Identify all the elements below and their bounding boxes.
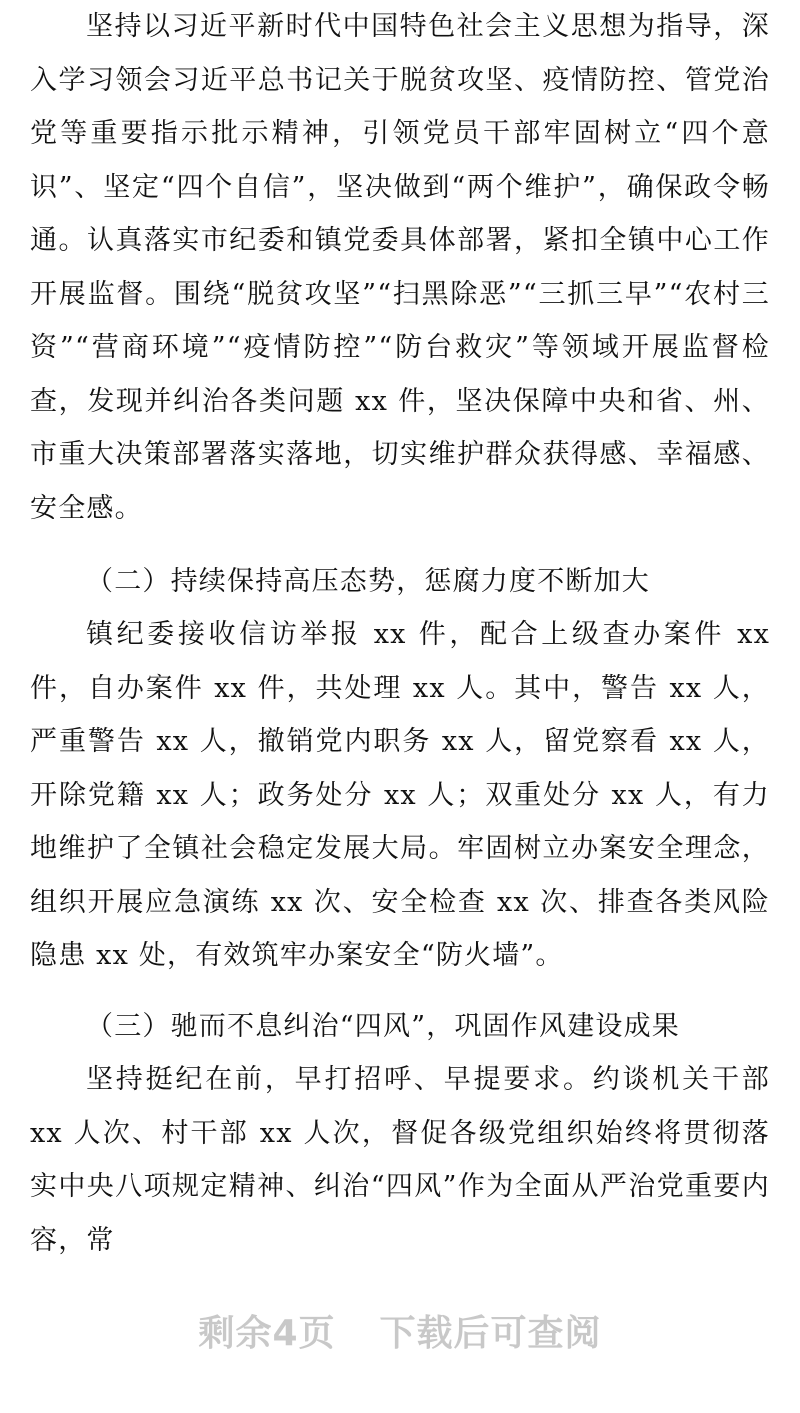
download-hint-text: 下载后可查阅 bbox=[379, 1313, 602, 1354]
section-heading-2: （二）持续保持高压态势，惩腐力度不断加大 bbox=[86, 566, 650, 597]
paragraph-2: 镇纪委接收信访举报 xx 件，配合上级查办案件 xx 件，自办案件 xx 件，共处理 xx 人。其中，警告 xx 人，严重警告 xx 人，撤销党内职务 xx 人，留党察看 xx 人，开除党籍 xx 人；政务处分 xx 人；双重处分 xx 人，有力地维护了全镇社会稳定发展大局。牢固树立办案安全理念，组织开展应急演练 xx 次、安全检查 xx 次、排查各类风险隐患 xx 处，有效筑牢办案安全“防火墙”。 bbox=[30, 619, 770, 971]
download-notice[interactable] bbox=[0, 1305, 800, 1356]
remaining-pages-text: 剩余4页 bbox=[198, 1313, 336, 1354]
paragraph-1: 坚持以习近平新时代中国特色社会主义思想为指导，深入学习领会习近平总书记关于脱贫攻坚、疫情防控、管党治党等重要指示批示精神，引领党员干部牢固树立“四个意识”、坚定“四个自信”，坚决做到“两个维护”，确保政令畅通。认真落实市纪委和镇党委具体部署，紧扣全镇中心工作开展监督。围绕“脱贫攻坚”“扫黑除恶”“三抓三早”“农村三资”“营商环境”“疫情防控”“防台救灾”等领域开展监督检查，发现并纠治各类问题 xx 件，坚决保障中央和省、州、市重大决策部署落实落地，切实维护群众获得感、幸福感、安全感。 bbox=[30, 11, 770, 524]
section-heading-3: （三）驰而不息纠治“四风”，巩固作风建设成果 bbox=[86, 1011, 681, 1042]
paragraph-3: 坚持挺纪在前，早打招呼、早提要求。约谈机关干部 xx 人次、村干部 xx 人次，督促各级党组织始终将贯彻落实中央八项规定精神、纠治“四风”作为全面从严治党重要内容，常 bbox=[30, 1064, 770, 1256]
